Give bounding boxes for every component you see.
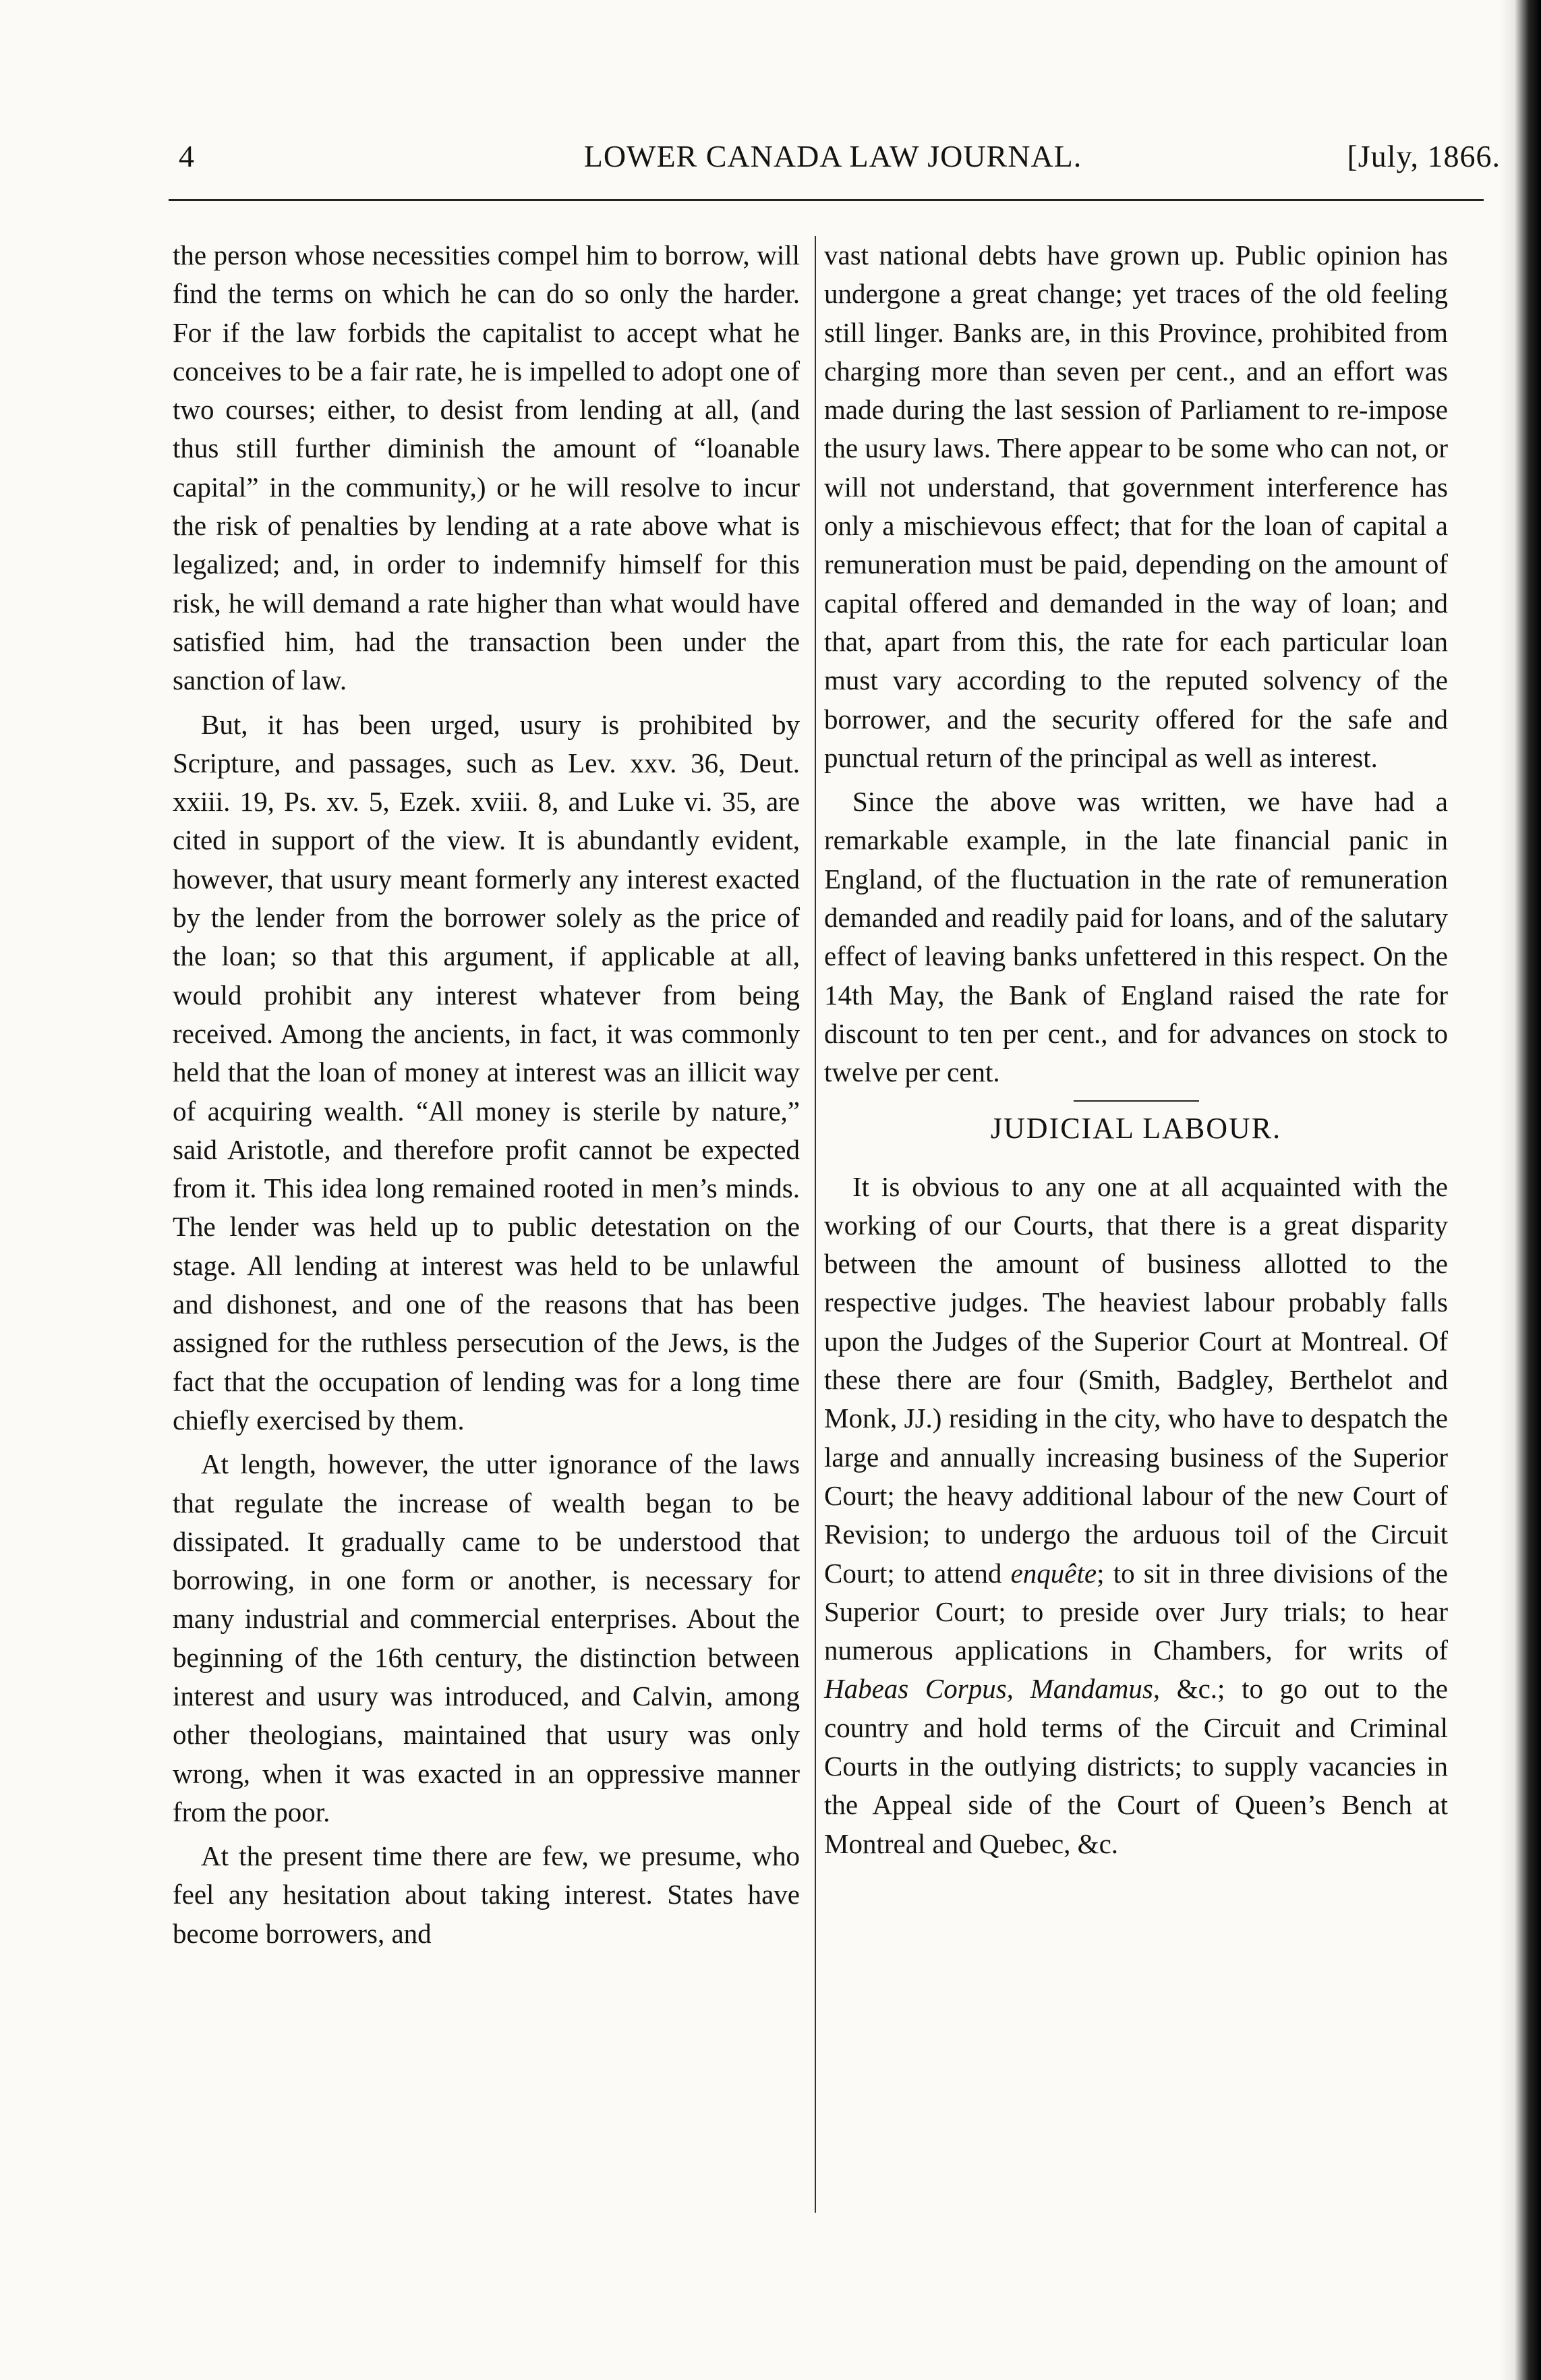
- left-paragraph-2: But, it has been urged, usury is prohibited by Scripture, and passages, such as Lev. xxv. 36, Deut. xxiii. 19, Ps. xv. 5, Ezek. xviii. 8, and Luke vi. 35, are cited in support of the view. It is abundantly evident, however, that usury meant formerly any interest exacted by the lender from the borrower solely as the price of the loan; so that this argument, if applicable at all, would prohibit any interest whatever from being received. Among the ancients, in fact, it was commonly held that the loan of money at interest was an illicit way of acquiring wealth. “All money is sterile by nature,” said Aristotle, and therefore profit cannot be expected from it. This idea long remained rooted in men’s minds. The lender was held up to public detestation on the stage. All lending at interest was held to be unlawful and dishonest, and one of the reasons that has been assigned for the ruthless persecution of the Jews, is the fact that the occupation of lending was for a long time chiefly exercised by them.: [173, 708, 800, 1436]
- page-header: [165, 138, 1501, 186]
- header-rule: [169, 199, 1484, 201]
- enquete-term: enquête: [1010, 1557, 1097, 1589]
- left-paragraph-1: the person whose necessities compel him to borrow, will find the terms on which he can do so only the harder. For if the law forbids the capitalist to accept what he conceives to be a fair rate, he is impelled to adopt one of two courses; either, to desist from lending at all, (and thus still further diminish the amount of “loanable capital” in the community,) or he will resolve to incur the risk of penalties by lending at a rate above what is legalized; and, in order to indemnify himself for this risk, he will demand a rate higher than what would have satisfied him, had the transaction been under the sanction of law.: [173, 239, 800, 696]
- paragraph-3-middle: ; to sit in three divisions of the Superior Court; to preside over Jury trials; to hear numerous applications in Chambers, for writs of: [824, 1557, 1448, 1666]
- writ-names: Habeas Corpus, Mandamus,: [824, 1673, 1161, 1705]
- left-column: [173, 236, 800, 1953]
- paragraph-3-opening: It is obvious to any one at all acquainted with the working of our Courts, that there is a great disparity between the amount of business allotted to the respective judges. The heaviest labour probably falls upon the Judges of the Superior Court at Montreal. Of these there are four (Smith, Badgley, Berthelot and Monk, JJ.) residing in the city, who have to despatch the large and annually increasing business of the Superior Court; the heavy additional labour of the new Court of Revision; to undergo the arduous toil of the Circuit Court; to attend: [824, 1170, 1448, 1589]
- left-paragraph-4: At the present time there are few, we presume, who feel any hesitation about taking interest. States have become borrowers, and: [173, 1840, 800, 1949]
- right-paragraph-3: [824, 1168, 1448, 1863]
- right-paragraph-1: vast national debts have grown up. Public opinion has undergone a great change; yet traces of the old feeling still linger. Banks are, in this Province, prohibited from charging more than seven per cent., and an effort was made during the last session of Parliament to re-impose the usury laws. There appear to be some who can not, or will not understand, that government interference has only a mischievous effect; that for the loan of capital a remuneration must be paid, depending on the amount of capital offered and demanded in the way of loan; and that, apart from this, the rate for each particular loan must vary according to the reputed solvency of the borrower, and the security offered for the safe and punctual return of the principal as well as interest.: [824, 239, 1448, 773]
- heading-spacer: [824, 1148, 1448, 1162]
- issue-date: [July, 1866.: [1347, 139, 1501, 173]
- right-column: [824, 236, 1448, 1863]
- section-heading: JUDICIAL LABOUR.: [990, 1111, 1282, 1145]
- column-divider: [815, 236, 816, 2213]
- page-number: 4: [179, 139, 195, 173]
- left-paragraph-3: At length, however, the utter ignorance of the laws that regulate the increase of wealth began to be dissipated. It gradually came to be understood that borrowing, in one form or another, is necessary for many industrial and commercial enterprises. About the beginning of the 16th century, the distinction between interest and usury was introduced, and Calvin, among other theologians, maintained that usury was only wrong, when it was exacted in an oppressive manner from the poor.: [173, 1448, 800, 1828]
- paragraph-3-closing: &c.; to go out to the country and hold terms of the Circuit and Criminal Courts in the outlying districts; to supply vacancies in the Appeal side of the Court of Queen’s Bench at Montreal and Quebec, &c.: [824, 1673, 1448, 1859]
- scan-edge-shadow: [1501, 0, 1541, 2380]
- section-rule: [1074, 1100, 1199, 1102]
- running-title: LOWER CANADA LAW JOURNAL.: [583, 139, 1082, 173]
- right-paragraph-2: Since the above was written, we have had a remarkable example, in the late financial panic in England, of the fluctuation in the rate of remuneration demanded and readily paid for loans, and of the salutary effect of leaving banks unfettered in this respect. On the 14th May, the Bank of England raised the rate for discount to ten per cent., and for advances on stock to twelve per cent.: [824, 786, 1448, 1088]
